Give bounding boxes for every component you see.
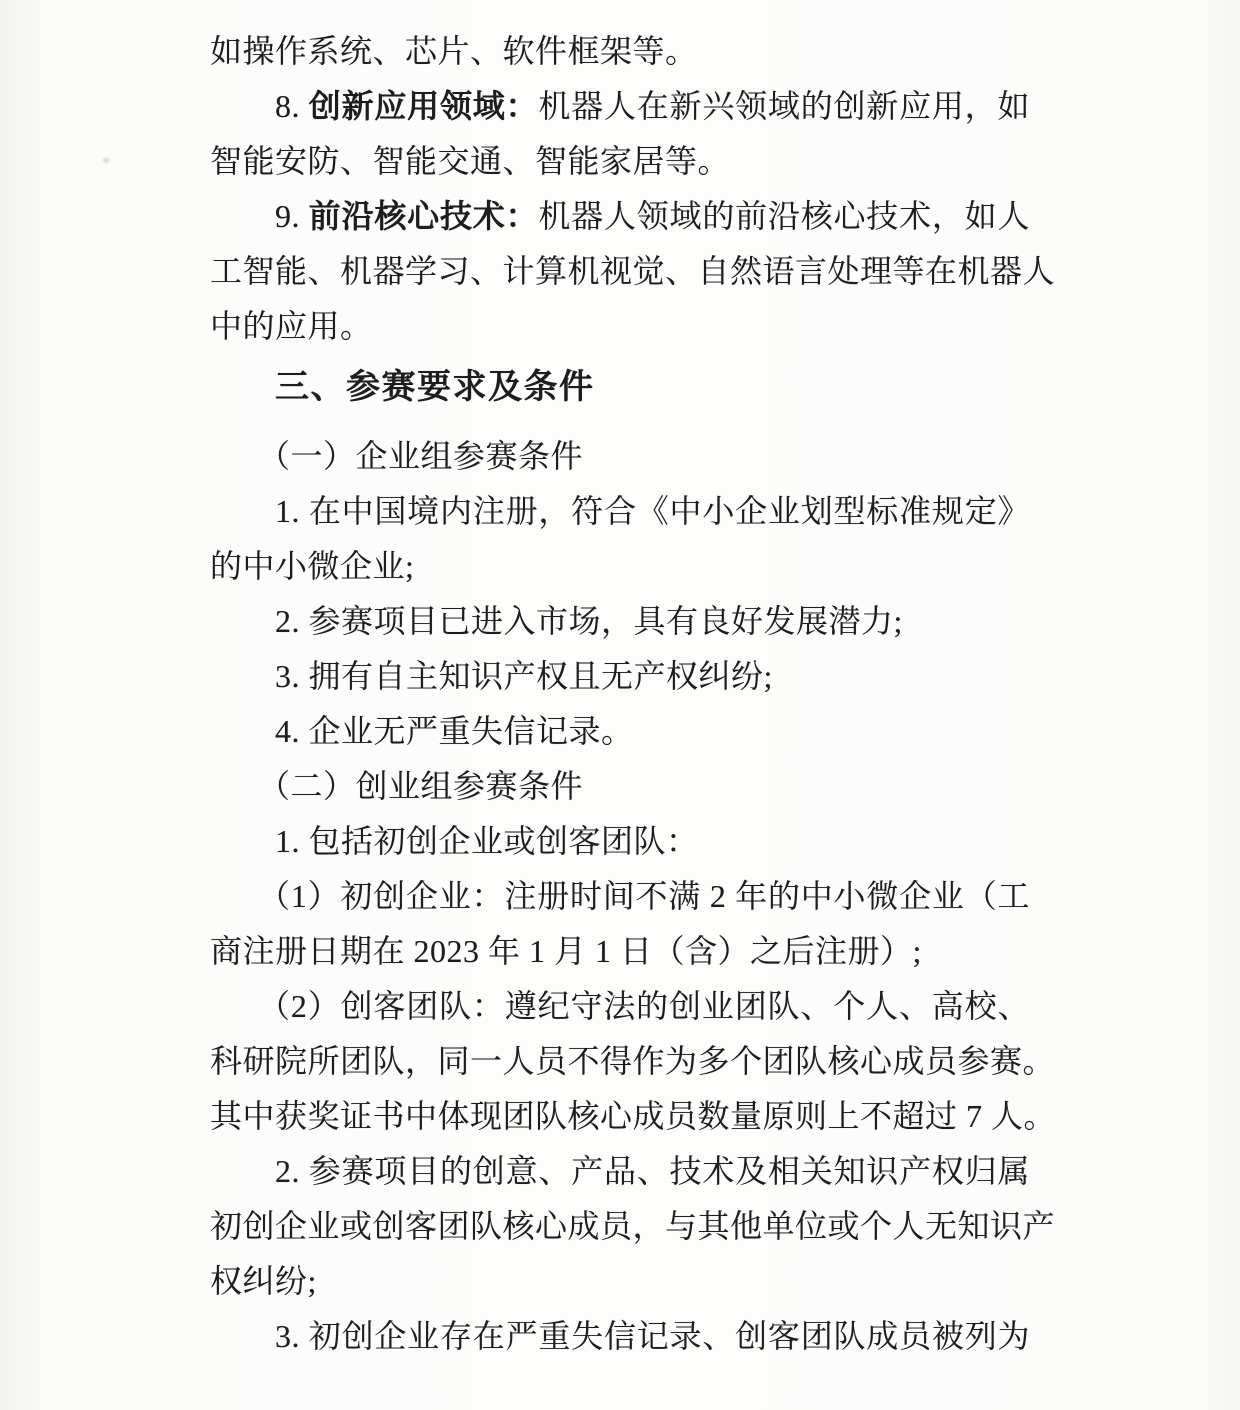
text-line: （2）创客团队：遵纪守法的创业团队、个人、高校、 xyxy=(258,988,1030,1024)
item-number: 9. xyxy=(275,198,309,234)
text-line: 1. 在中国境内注册，符合《中小企业划型标准规定》 xyxy=(275,493,1030,529)
spacer xyxy=(210,415,1030,429)
text-line: 3. 初创企业存在严重失信记录、创客团队成员被列为 xyxy=(275,1318,1030,1354)
subsection-heading-enterprise-group: （一）企业组参赛条件 xyxy=(258,438,584,474)
text-line: 2. 参赛项目已进入市场，具有良好发展潜力; xyxy=(275,603,903,639)
text-line: （1）初创企业：注册时间不满 2 年的中小微企业（工 xyxy=(258,878,1030,914)
text-line: 科研院所团队，同一人员不得作为多个团队核心成员参赛。 xyxy=(210,1043,1056,1079)
text-line: 4. 企业无严重失信记录。 xyxy=(275,713,634,749)
text-line: 智能安防、智能交通、智能家居等。 xyxy=(210,143,731,179)
section-heading-3: 三、参赛要求及条件 xyxy=(275,368,595,406)
item-8-body: 机器人在新兴领域的创新应用，如 xyxy=(538,88,1030,124)
text-line: 初创企业或创客团队核心成员，与其他单位或个人无知识产 xyxy=(210,1208,1056,1244)
item-8-bold-label: 创新应用领域： xyxy=(308,88,539,124)
text-line: 权纠纷; xyxy=(210,1263,317,1299)
text-line: 2. 参赛项目的创意、产品、技术及相关知识产权归属 xyxy=(275,1153,1030,1189)
document-text-block xyxy=(210,24,1057,1364)
subsection-heading-startup-group: （二）创业组参赛条件 xyxy=(258,768,584,804)
text-line: 如操作系统、芯片、软件框架等。 xyxy=(210,33,698,69)
text-line: 工智能、机器学习、计算机视觉、自然语言处理等在机器人 xyxy=(210,253,1056,289)
text-line: 3. 拥有自主知识产权且无产权纠纷; xyxy=(275,658,773,694)
text-line: 中的应用。 xyxy=(210,308,373,344)
text-line: 的中小微企业; xyxy=(210,548,415,584)
text-line-item-8 xyxy=(210,79,1030,134)
item-9-bold-label: 前沿核心技术： xyxy=(308,198,539,234)
text-line: 商注册日期在 2023 年 1 月 1 日（含）之后注册）; xyxy=(210,933,922,969)
text-line: 1. 包括初创企业或创客团队： xyxy=(275,823,699,859)
item-9-body: 机器人领域的前沿核心技术，如人 xyxy=(538,198,1030,234)
scan-speck-artifact xyxy=(103,158,109,163)
text-line-item-9 xyxy=(210,189,1030,244)
item-number: 8. xyxy=(275,88,309,124)
text-line: 其中获奖证书中体现团队核心成员数量原则上不超过 7 人。 xyxy=(210,1098,1057,1134)
